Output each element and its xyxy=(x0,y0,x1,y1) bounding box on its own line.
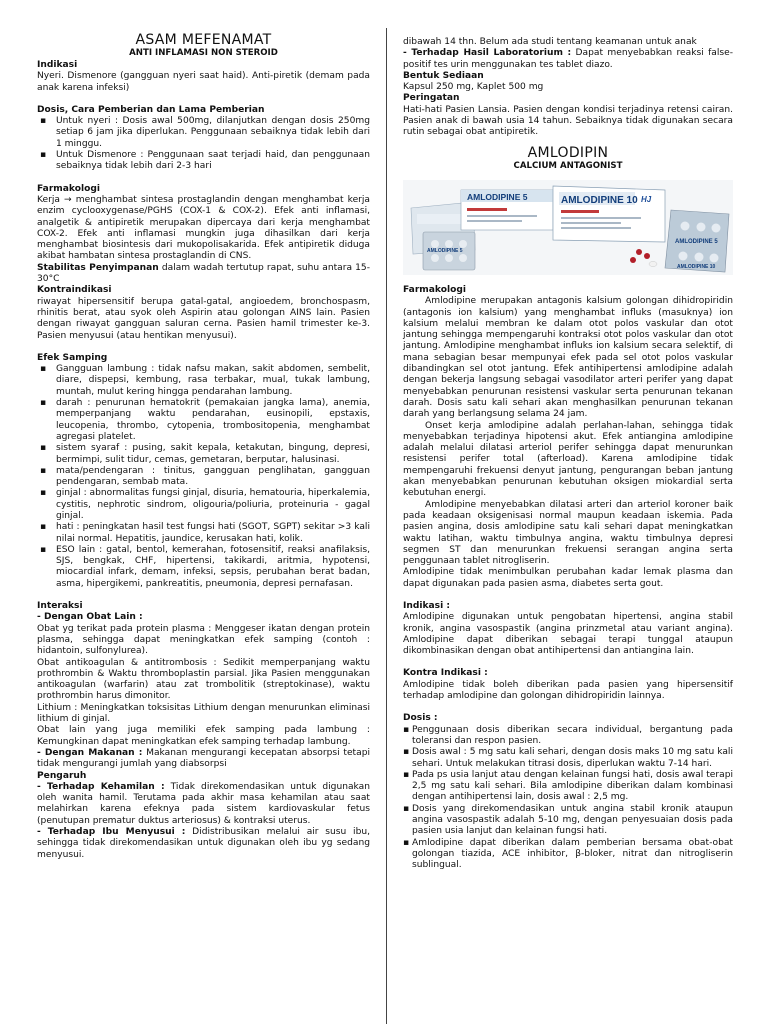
box-label: AMLODIPINE 5 xyxy=(675,238,718,245)
section-heading-indikasi: Indikasi xyxy=(37,60,78,70)
box-label: AMLODIPINE 5 xyxy=(427,247,463,254)
lab-paragraph xyxy=(403,48,733,71)
column-divider xyxy=(386,28,387,1024)
section-heading-farmakologi: Farmakologi xyxy=(37,183,100,194)
drug-title-amlodipin: AMLODIPIN xyxy=(527,144,609,161)
blister-pack-right xyxy=(665,210,729,272)
stabilitas-paragraph xyxy=(37,263,370,286)
farmakologi-closing: Amlodipine tidak menimbulkan perubahan kadar lemak plasma dan dapat digunakan pada pasien asma, diabetes serta gout. xyxy=(403,567,733,589)
kontraindikasi-text: riwayat hipersensitif berupa gatal-gatal, angioedem, bronchospasm, rhinitis berat, atau syok oleh Aspirin atau golongan AINS lain. Pasien dengan riwayat gangguan saluran cerna. Pasien hamil trimester ke-3. Pasien menyusui (atau hentikan menyusui). xyxy=(37,296,370,341)
list-item: ▪ Amlodipine dapat diberikan dalam pemberian bersama obat-obat golongan tiazida, ACE inhibitor, β-bloker, nitrat dan nitrogliserin sublingual. xyxy=(403,838,733,872)
list-item: ▪ Dosis yang direkomendasikan untuk angina stabil kronik ataupun angina vasospastik adalah 5-10 mg, dengan penyesuaian dosis pada pasien usia lanjut dan kelainan fungsi hati. xyxy=(403,804,733,838)
makanan-heading: - Dengan Makanan : xyxy=(37,747,143,758)
kehamilan-paragraph xyxy=(37,782,370,827)
obat-lain-text: Obat antikoagulan & antitrombosis : Sedikit memperpanjang waktu prothrombin & Waktu thromboplastin parsial. Jika Pasien menggunakan antikoagulan (warfarin) atau zat trombolitik (streptokinase), waktu prothrombin harus dimonitor. xyxy=(37,657,370,702)
makanan-text: Makanan mengurangi kecepatan absorpsi tetapi tidak mengurangi jumlah yang diabsorpsi xyxy=(37,747,370,770)
list-item: ▪ hati : peningkatan hasil test fungsi hati (SGOT, SGPT) sekitar >3 kali nilai normal. Hepatitis, jaundice, kerusakan hati, kolik. xyxy=(37,522,370,545)
box-label: AMLODIPINE 10 xyxy=(677,263,716,270)
list-item: ▪ ginjal : abnormalitas fungsi ginjal, disuria, hematouria, hiperkalemia, cystitis, nephrotic sindrom, oligouria/poliuria, proteinuria - gagal ginjal. xyxy=(37,488,370,522)
box-label: AMLODIPINE 5 xyxy=(467,191,528,202)
blister-pack-left xyxy=(423,232,475,270)
section-heading-peringatan: Peringatan xyxy=(403,93,460,104)
dosis-list xyxy=(403,725,733,872)
product-box-amlodipine-5 xyxy=(461,190,553,230)
dosis-list xyxy=(37,116,370,172)
kehamilan-heading: - Terhadap Kehamilan : xyxy=(37,781,165,792)
efek-samping-list xyxy=(37,364,370,590)
makanan-paragraph xyxy=(37,748,370,771)
ibu-menyusui-paragraph xyxy=(37,827,370,861)
stabilitas-heading: Stabilitas Penyimpanan xyxy=(37,262,159,273)
kontra-indikasi-text: Amlodipine tidak boleh diberikan pada pasien yang hipersensitif terhadap amlodipine dan golongan dihidropiridin lainnya. xyxy=(403,679,733,702)
brand-logo: HJ xyxy=(641,194,652,204)
lab-text: Dapat menyebabkan reaksi false-positif tes urin menggunakan tes tablet diazo. xyxy=(403,48,734,70)
section-heading-dosis: Dosis, Cara Pemberian dan Lama Pemberian xyxy=(37,104,265,115)
section-heading-farmakologi: Farmakologi xyxy=(403,284,466,295)
indikasi-text: Nyeri. Dismenore (gangguan nyeri saat haid). Anti-piretik (demam pada anak karena infeksi) xyxy=(37,71,370,93)
section-heading-kontraindikasi: Kontraindikasi xyxy=(37,285,112,296)
left-column xyxy=(37,32,370,861)
list-item: ▪ Untuk Dismenore : Penggunaan saat terjadi haid, dan penggunaan sebaiknya tidak lebih dari 2-3 hari xyxy=(37,150,370,173)
list-item: ▪ mata/pendengaran : tinitus, gangguan penglihatan, gangguan pendengaran, sembab mata. xyxy=(37,466,370,489)
right-column xyxy=(403,37,733,872)
section-heading-pengaruh: Pengaruh xyxy=(37,770,87,781)
ibu-menyusui-heading: - Terhadap Ibu Menyusui : xyxy=(37,827,186,837)
list-item: ▪ Gangguan lambung : tidak nafsu makan, sakit abdomen, sembelit, diare, dispepsi, kembung, rasa terbakar, mual, tukak lambung, muntah, mulut kering hingga pendarahan lambung. xyxy=(37,364,370,398)
indikasi-text: Amlodipine digunakan untuk pengobatan hipertensi, angina stabil kronik, angina vasospastik (angina prinzmetal atau variant angina). Amlodipine dapat diberikan sebagai terapi tunggal ataupun dikombinasikan dengan obat antihipertensi dan antiangina lain. xyxy=(403,612,733,657)
drug-class-subtitle: CALCIUM ANTAGONIST xyxy=(513,160,623,171)
section-heading-dosis: Dosis : xyxy=(403,713,438,724)
farmakologi-paragraph: Amlodipine menyebabkan dilatasi arteri dan arteriol koroner baik pada keadaan oksigenisasi normal maupun keadaan iskemia. Pada pasien angina, dosis amlodipine satu kali sehari dapat meningkatkan waktu latihan, waktu timbulnya angina, waktu timbulnya depresi segmen ST dan menurunkan frekuensi serangan angina serta penggunaan tablet nitrogliserin. xyxy=(403,499,733,567)
anak-continuation-text: dibawah 14 thn. Belum ada studi tentang keamanan untuk anak xyxy=(403,37,697,47)
obat-lain-text: Obat yg terikat pada protein plasma : Menggeser ikatan dengan protein plasma, sehingga dapat meningkatkan efek samping (contoh : hidantoin, sulfonylurea). xyxy=(37,623,370,657)
list-item: ▪ darah : penurunan hematokrit (pemakaian jangka lama), anemia, memperpanjang waktu pendarahan, eusinopili, epstaxis, leucopenia, thrombo, cytopenia, trombositopenia, menghambat agregasi platelet. xyxy=(37,398,370,443)
section-heading-kontra-indikasi: Kontra Indikasi : xyxy=(403,668,488,679)
section-heading-indikasi: Indikasi : xyxy=(403,600,451,611)
farmakologi-paragraph: Onset kerja amlodipine adalah perlahan-lahan, sehingga tidak menyebabkan terjadinya hipotensi akut. Efek antiangina amlodipine adalah melalui dilatasi arteriol perifer sehingga dapat menurunkan resistensi perifer total (afterload). Karena amlodipine tidak mempengaruhi frekuensi denyut jantung, pengurangan beban jantung akan menyebabkan penurunan kebutuhan oksigen miokardial serta kebutuhan energi. xyxy=(403,420,733,499)
list-item: ▪ Untuk nyeri : Dosis awal 500mg, dilanjutkan dengan dosis 250mg setiap 6 jam jika diperlukan. Penggunaan sebaiknya tidak lebih dari 1 minggu. xyxy=(37,116,370,150)
obat-lain-text: Obat lain yang juga memiliki efek samping pada lambung : Kemungkinan dapat meningkatkan efek samping terhadap lambung. xyxy=(37,725,370,747)
stabilitas-text: dalam wadah tertutup rapat, suhu antara 15-30°C xyxy=(37,262,371,285)
list-item: ▪ sistem syaraf : pusing, sakit kepala, ketakutan, bingung, depresi, bermimpi, sulit tidur, cemas, gemetaran, berputar, halusinasi. xyxy=(37,443,370,466)
amlodipine-product-image xyxy=(403,180,733,275)
section-heading-bentuk-sediaan: Bentuk Sediaan xyxy=(403,70,484,81)
peringatan-text: Hati-hati Pasien Lansia. Pasien dengan kondisi terjadinya retensi cairan. Pasien anak di bawah usia 14 tahun. Sebaiknya tidak digunakan secara rutin sebagai obat antipiretik. xyxy=(403,104,733,138)
ibu-menyusui-text: Didistribusikan melalui air susu ibu, sehingga tidak direkomendasikan untuk digunakan oleh ibu yg sedang menyusui. xyxy=(37,827,370,860)
section-heading-interaksi: Interaksi xyxy=(37,601,83,612)
kehamilan-text: Tidak direkomendasikan untuk digunakan oleh wanita hamil. Terutama pada akhir masa kehamilan atau saat melahirkan karena efeknya pada sistem kardiovaskular fetus (penutupan prematur duktus arteriosus) & kontraksi uterus. xyxy=(37,781,370,826)
list-item: ▪ Pada ps usia lanjut atau dengan kelainan fungsi hati, dosis awal terapi 2,5 mg satu kali sehari. Bila amlodipine diberikan dalam kombinasi dengan antihipertensi lain, dosis awal : 2,5 mg. xyxy=(403,770,733,804)
farmakologi-text: Kerja → menghambat sintesa prostaglandin dengan menghambat kerja enzim cyclooxygenase/PGHS (COX-1 & COX-2). Efek anti inflamasi, analgetik & antipiretik merupakan dipercaya dari kerja menghambat COX-2. Efek anti inflamasi mungkin juga dihasilkan dari kerja menghambat biosintesis dari mukopolisakarida. Efek antipiretik diduga akibat hambatan sintesa prostaglandin di CNS. xyxy=(37,194,370,262)
section-heading-efek-samping: Efek Samping xyxy=(37,352,108,363)
subheading-obat-lain: - Dengan Obat Lain : xyxy=(37,612,143,623)
drug-class-subtitle: ANTI INFLAMASI NON STEROID xyxy=(129,48,278,58)
box-label: AMLODIPINE 10 xyxy=(561,194,638,206)
list-item: ▪ Dosis awal : 5 mg satu kali sehari, dengan dosis maks 10 mg satu kali sehari. Untuk melakukan titrasi dosis, diperlukan waktu 7-14 hari. xyxy=(403,747,733,770)
obat-lain-text: Lithium : Meningkatkan toksisitas Lithium dengan menurunkan eliminasi lithium di ginjal. xyxy=(37,702,370,725)
list-item: ▪ Penggunaan dosis diberikan secara individual, bergantung pada toleransi dan respon pasien. xyxy=(403,725,733,748)
product-box-amlodipine-10 xyxy=(553,186,665,242)
list-item: ▪ ESO lain : gatal, bentol, kemerahan, fotosensitif, reaksi anafilaksis, SJS, bengkak, CHF, hipertensi, takikardi, aritmia, hypotensi, miocardial infark, demam, infeksi, sepsis, perubahan berat badan, asma, hipergikemi, pankreatitis, pneumonia, depresi pernafasan. xyxy=(37,545,370,590)
farmakologi-paragraph: Amlodipine merupakan antagonis kalsium golongan dihidropiridin (antagonis ion kalsium) yang menghambat influks (masuknya) ion kalsium melalui membran ke dalam otot polos vaskular dan otot jantung sehingga mempengaruhi kontraksi otot polos vaskular dan otot jantung. Amlodipine menghambat influks ion kalsium secara selektif, di mana sebagian besar mempunyai efek pada sel otot polos vaskular dibandingkan sel otot jantung. Efek antihipertensi amlodipine adalah dengan bekerja langsung sebagai vasodilator arteri perifer yang dapat menyebabkan penurunan resistensi vaskular serta penurunan tekanan darah. Dosis satu kali sehari akan menghasilkan penurunan tekanan darah yang berlangsung selama 24 jam. xyxy=(403,296,733,420)
bentuk-sediaan-text: Kapsul 250 mg, Kaplet 500 mg xyxy=(403,82,544,93)
lab-heading: - Terhadap Hasil Laboratorium : xyxy=(403,48,572,59)
drug-title-asam-mefenamat: ASAM MEFENAMAT xyxy=(135,32,272,48)
